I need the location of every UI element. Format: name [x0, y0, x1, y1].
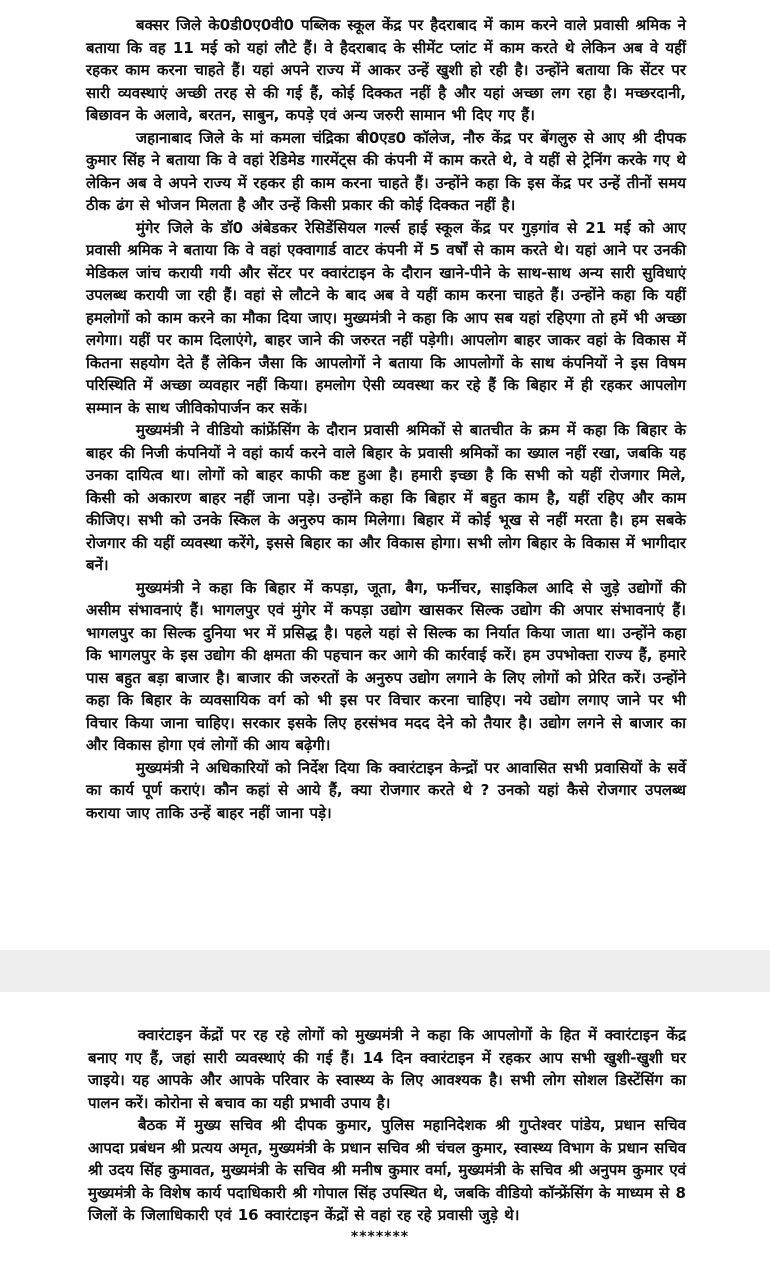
paragraph-buxar-worker: बक्सर जिले के0डी0ए0वी0 पब्लिक स्कूल केंद्र पर हैदराबाद में काम करने वाले प्रवासी श्रमिक ने बताया कि वह 11 मई को यहां लौटे हैं। वे हैदराबाद के सीमेंट प्लांट में काम करते थे लेकिन अब वे यहीं रहकर काम करना चाहते हैं। यहां अपने राज्य में आकर उन्हें खुशी हो रही है। उन्होंने बताया कि सेंटर पर सारी व्यवस्थाएं अच्छी तरह से की गई हैं, कोई दिक्कत नहीं है और यहां अच्छा लग रहा है। मच्छरदानी, बिछावन के अलावे, बरतन, साबुन, कपड़े एवं अन्य जरुरी सामान भी दिए गए हैं। — [86, 16, 686, 124]
paragraph-quarantine-advice: क्वारंटाइन केंद्रों पर रह रहे लोगों को मुख्यमंत्री ने कहा कि आपलोगों के हित में क्वारंटाइन केंद्र बनाए गए हैं, जहां सारी व्यवस्थाएं की गई हैं। 14 दिन क्वारंटाइन में रहकर आप सभी खुशी-खुशी घर जाइये। यह आपके और आपके परिवार के स्वास्थ्य के लिए आवश्यक है। सभी लोग सोशल डिस्टेंसिंग का पालन करें। कोरोना से बचाव का यही प्रभावी उपाय है। — [88, 1026, 686, 1112]
end-of-document-mark: ******* — [350, 1228, 410, 1245]
document-page-2 — [0, 992, 770, 1280]
paragraph-cm-private-companies: मुख्यमंत्री ने वीडियो कांफ्रेंसिंग के दौरान प्रवासी श्रमिकों से बातचीत के क्रम में कहा कि बिहार के बाहर की निजी कंपनियों ने वहां कार्य करने वाले बिहार के प्रवासी श्रमिकों का ख्याल नहीं रखा, जबकि यह उनका दायित्व था। लोगों को बाहर काफी कष्ट हुआ है। हमारी इच्छा है कि सभी को यहीं रोजगार मिले, किसी को अकारण बाहर नहीं जाना पड़े। उन्होंने कहा कि बिहार में बहुत काम है, यहीं रहिए और काम कीजिए। सभी को उनके स्किल के अनुरुप काम मिलेगा। बिहार में कोई भूख से नहीं मरता है। हम सबके रोजगार की यहीं व्यवस्था करेंगे, इससे बिहार का और विकास होगा। सभी लोग बिहार के विकास में भागीदार बनें। — [86, 421, 686, 574]
paragraph-munger-worker: मुंगेर जिले के डॉ0 अंबेडकर रेसिडेंसियल गर्ल्स हाई स्कूल केंद्र पर गुड़गांव से 21 मई को आए प्रवासी श्रमिक ने बताया कि वे वहां एक्वागार्ड वाटर कंपनी में 5 वर्षों से काम करते थे। यहां आने पर उनकी मेडिकल जांच करायी गयी और सेंटर पर क्वारंटाइन के दौरान खाने-पीने के साथ-साथ अन्य सारी सुविधाएं उपलब्ध करायी जा रही हैं। वहां से लौटने के बाद अब वे यहीं काम करना चाहते हैं। उन्होंने कहा कि यहीं हमलोगों को काम करने का मौका दिया जाए। मुख्यमंत्री ने कहा कि आप सब यहां रहिएगा तो हमें भी अच्छा लगेगा। यहीं पर काम दिलाएंगे, बाहर जाने की जरुरत नहीं पड़ेगी। आपलोग बाहर जाकर वहां के विकास में कितना सहयोग देते हैं लेकिन जैसा कि आपलोगों ने बताया कि आपलोगों के साथ कंपनियों ने इस विषम परिस्थिति में अच्छा व्यवहार नहीं किया। हमलोग ऐसी व्यवस्था कर रहे हैं कि बिहार में ही रहकर आपलोग सम्मान के साथ जीविकोपार्जन कर सकें। — [86, 218, 686, 417]
paragraph-jehanabad-worker: जहानाबाद जिले के मां कमला चंद्रिका बी0एड0 कॉलेज, नौरु केंद्र पर बेंगलुरु से आए श्री दीपक कुमार सिंह ने बताया कि वे वहां रेडिमेड गारमेंट्स की कंपनी में काम करते थे, वे यहीं से ट्रेनिंग करके गए थे लेकिन अब वे अपने राज्य में रहकर ही काम करना चाहते हैं। उन्होंने कहा कि इस केंद्र पर उन्हें तीनों समय ठीक ढंग से भोजन मिलता है और उन्हें किसी प्रकार की कोई दिक्कत नहीं है। — [86, 128, 686, 214]
paragraph-meeting-attendees: बैठक में मुख्य सचिव श्री दीपक कुमार, पुलिस महानिदेशक श्री गुप्तेश्वर पांडेय, प्रधान सचिव आपदा प्रबंधन श्री प्रत्यय अमृत, मुख्यमंत्री के प्रधान सचिव श्री चंचल कुमार, स्वास्थ्य विभाग के प्रधान सचिव श्री उदय सिंह कुमावत, मुख्यमंत्री के सचिव श्री मनीष कुमार वर्मा, मुख्यमंत्री के सचिव श्री अनुपम कुमार एवं मुख्यमंत्री के विशेष कार्य पदाधिकारी श्री गोपाल सिंह उपस्थित थे, जबकि वीडियो कॉन्फ्रेंसिंग के माध्यम से 8 जिलों के जिलाधिकारी एवं 16 क्वारंटाइन केंद्रों से वहां रह रहे प्रवासी जुड़े थे। — [88, 1116, 686, 1224]
paragraph-cm-survey-directive: मुख्यमंत्री ने अधिकारियों को निर्देश दिया कि क्वारंटाइन केन्द्रों पर आवासित सभी प्रवासियों के सर्वे का कार्य पूर्ण कराएं। कौन कहां से आये हैं, क्या रोजगार करते थे ? उनको यहां कैसे रोजगार उपलब्ध कराया जाए ताकि उन्हें बाहर नहीं जाना पड़े। — [86, 758, 686, 822]
page-separator — [0, 950, 770, 992]
paragraph-cm-industry-potential: मुख्यमंत्री ने कहा कि बिहार में कपड़ा, जूता, बैग, फर्नीचर, साइकिल आदि से जुड़े उद्योगों की असीम संभावनाएं हैं। भागलपुर एवं मुंगेर में कपड़ा उद्योग खासकर सिल्क उद्योग की अपार संभावनाएं हैं। भागलपुर का सिल्क दुनिया भर में प्रसिद्ध है। पहले यहां से सिल्क का निर्यात किया जाता था। उन्होंने कहा कि भागलपुर के इस उद्योग की क्षमता की पहचान कर आगे की कार्रवाई करें। हम उपभोक्ता राज्य हैं, हमारे पास बहुत बड़ा बाजार है। बाजार की जरुरतों के अनुरुप उद्योग लगाने के लिए लोगों को प्रेरित करें। उन्होंने कहा कि बिहार के व्यवसायिक वर्ग को भी इस पर विचार करना चाहिए। नये उद्योग लगाए जाने पर भी विचार किया जाना चाहिए। सरकार इसके लिए हरसंभव मदद देने को तैयार है। उद्योग लगने से बाजार का और विकास होगा एवं लोगों की आय बढ़ेगी। — [86, 578, 686, 754]
